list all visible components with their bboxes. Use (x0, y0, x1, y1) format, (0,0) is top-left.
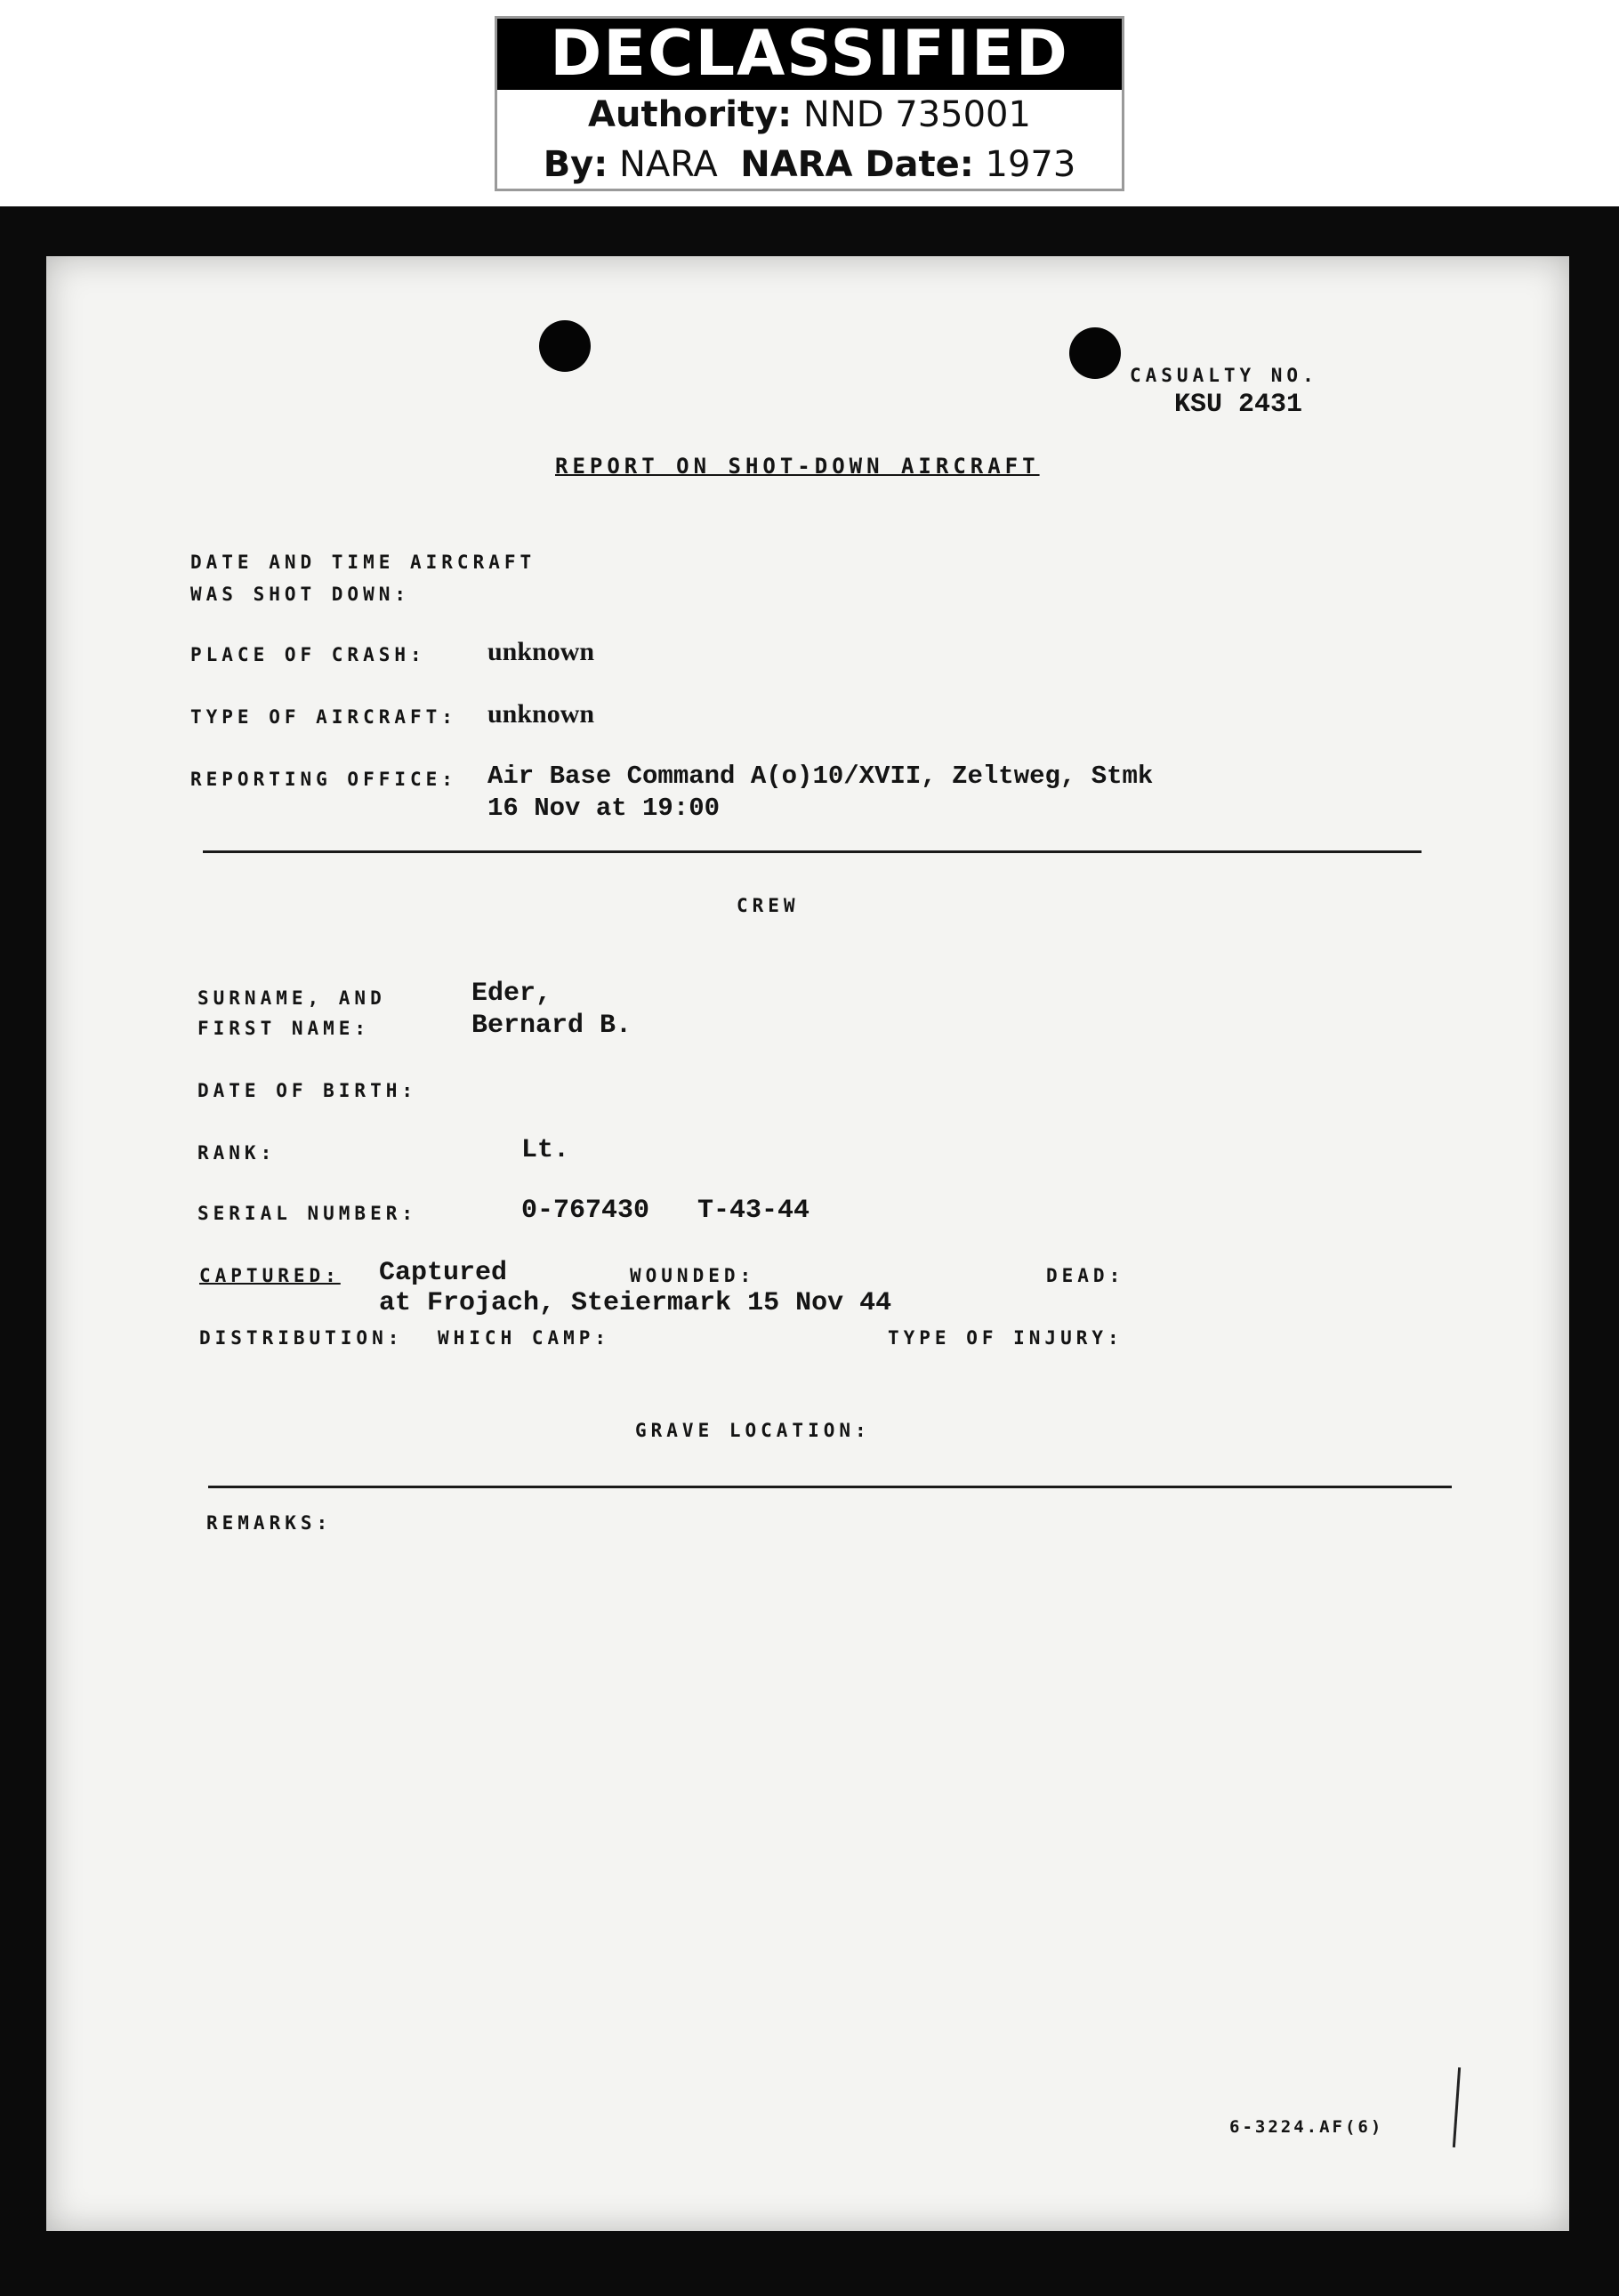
stamp-by-value: NARA (618, 144, 718, 185)
reporting-office-value-line1: Air Base Command A(o)10/XVII, Zeltweg, Stmk (487, 761, 1154, 791)
captured-label: CAPTURED: (199, 1265, 341, 1286)
surname-label-line1: SURNAME, AND (197, 987, 386, 1009)
serial-number-label: SERIAL NUMBER: (197, 1203, 418, 1224)
serial-number-value: 0-767430 (521, 1196, 650, 1226)
punch-hole-right (1069, 327, 1121, 379)
reporting-office-value-line2: 16 Nov at 19:00 (487, 794, 721, 823)
stamp-by-date (497, 140, 1122, 189)
stamp-title: DECLASSIFIED (497, 19, 1122, 90)
type-of-aircraft-value: unknown (487, 699, 595, 729)
date-of-birth-label: DATE OF BIRTH: (197, 1080, 418, 1101)
serial-number-extra: T-43-44 (697, 1196, 810, 1226)
punch-hole-left (539, 320, 591, 372)
wounded-label: WOUNDED: (630, 1265, 756, 1286)
surname-value: Eder, (471, 979, 552, 1009)
date-time-label-line2: WAS SHOT DOWN: (190, 584, 411, 605)
declassified-stamp (495, 16, 1124, 191)
distribution-label: DISTRIBUTION: (199, 1327, 404, 1349)
type-of-injury-label: TYPE OF INJURY: (888, 1327, 1124, 1349)
stamp-date-label: NARA Date: (740, 144, 974, 185)
document-title: REPORT ON SHOT-DOWN AIRCRAFT (555, 454, 1040, 479)
grave-location-label: GRAVE LOCATION: (635, 1420, 871, 1441)
firstname-value: Bernard B. (471, 1011, 632, 1041)
place-of-crash-value: unknown (487, 637, 595, 666)
casualty-number-label: CASUALTY NO. (1130, 365, 1318, 386)
dead-label: DEAD: (1046, 1265, 1125, 1286)
place-of-crash-label: PLACE OF CRASH: (190, 644, 426, 665)
casualty-number-value: KSU 2431 (1174, 390, 1303, 420)
remarks-label: REMARKS: (206, 1512, 333, 1534)
crew-heading: CREW (737, 895, 800, 916)
stamp-authority (497, 90, 1122, 140)
divider-bottom (208, 1486, 1452, 1488)
document-page (46, 256, 1569, 2231)
rank-value: Lt. (521, 1135, 570, 1165)
which-camp-label: WHICH CAMP: (438, 1327, 611, 1349)
type-of-aircraft-label: TYPE OF AIRCRAFT: (190, 706, 457, 728)
captured-detail: at Frojach, Steiermark 15 Nov 44 (379, 1288, 892, 1318)
pencil-mark (1453, 2067, 1461, 2147)
stamp-date-value: 1973 (985, 144, 1076, 185)
form-number: 6-3224.AF(6) (1229, 2117, 1384, 2137)
stamp-authority-value: NND 735001 (802, 94, 1031, 135)
rank-label: RANK: (197, 1142, 277, 1164)
surname-label-line2: FIRST NAME: (197, 1018, 371, 1039)
stamp-by-label: By: (543, 144, 608, 185)
date-time-label-line1: DATE AND TIME AIRCRAFT (190, 552, 536, 573)
captured-value: Captured (379, 1258, 508, 1288)
stamp-authority-label: Authority: (588, 94, 793, 135)
reporting-office-label: REPORTING OFFICE: (190, 769, 457, 790)
divider-top (203, 850, 1422, 853)
